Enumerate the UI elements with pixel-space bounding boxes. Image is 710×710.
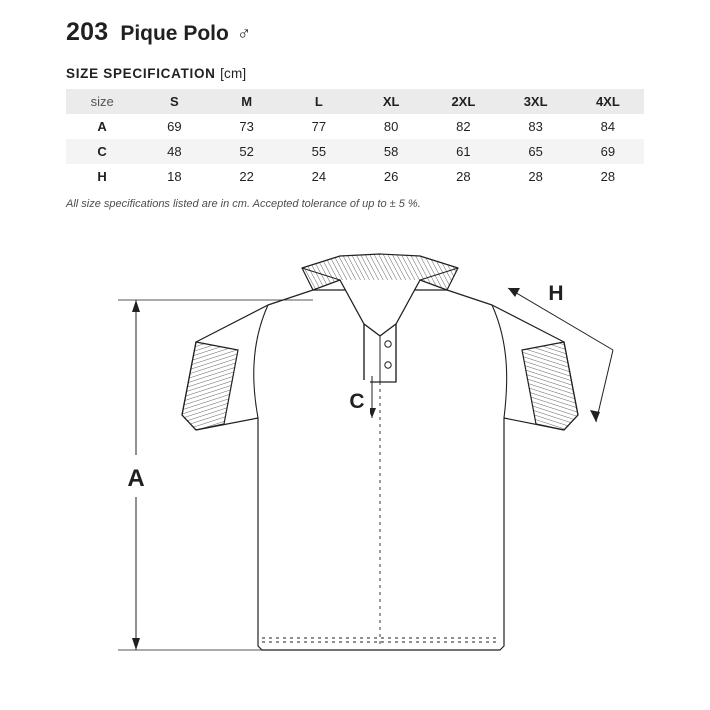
size-specification-table bbox=[66, 89, 644, 189]
row-label-h: H bbox=[97, 169, 107, 184]
spec-heading bbox=[66, 66, 644, 81]
table-header bbox=[66, 89, 644, 114]
cell-h-2xl: 28 bbox=[456, 169, 471, 184]
column-header-4xl: 4XL bbox=[595, 94, 620, 109]
column-header-2xl: 2XL bbox=[451, 94, 476, 109]
cell-c-4xl: 69 bbox=[600, 144, 616, 159]
cell-h-s: 18 bbox=[167, 169, 182, 184]
cell-c-3xl: 65 bbox=[528, 144, 543, 159]
cell-h-m: 22 bbox=[239, 169, 254, 184]
table-row bbox=[66, 114, 644, 139]
cell-c-l: 55 bbox=[311, 144, 327, 159]
cell-h-xl: 26 bbox=[383, 169, 399, 184]
column-header-l: L bbox=[314, 94, 323, 109]
spec-heading-unit: [cm] bbox=[220, 66, 247, 81]
product-code: 203 bbox=[66, 18, 109, 46]
table-corner-label: size bbox=[90, 94, 114, 109]
row-label-a: A bbox=[97, 119, 107, 134]
table-row bbox=[66, 164, 644, 189]
cell-c-m: 52 bbox=[239, 144, 254, 159]
cell-h-4xl: 28 bbox=[600, 169, 616, 184]
cell-c-s: 48 bbox=[167, 144, 182, 159]
spec-heading-text: SIZE SPECIFICATION bbox=[66, 66, 216, 81]
measure-label-c: C bbox=[349, 390, 365, 413]
column-header-3xl: 3XL bbox=[523, 94, 548, 109]
cell-a-4xl: 84 bbox=[600, 119, 616, 134]
cell-a-2xl: 82 bbox=[456, 119, 471, 134]
column-header-xl: XL bbox=[382, 94, 400, 109]
product-name: Pique Polo bbox=[120, 22, 229, 45]
table-body bbox=[66, 114, 644, 189]
column-header-m: M bbox=[241, 94, 253, 109]
cell-a-s: 69 bbox=[167, 119, 182, 134]
cell-a-m: 73 bbox=[239, 119, 254, 134]
cell-c-2xl: 61 bbox=[456, 144, 471, 159]
measure-label-h: H bbox=[548, 282, 564, 305]
measure-label-a: A bbox=[127, 465, 145, 492]
garment-technical-drawing bbox=[0, 250, 710, 710]
page-title bbox=[66, 12, 644, 47]
cell-h-l: 24 bbox=[311, 169, 327, 184]
gender-symbol-icon: ♂ bbox=[236, 24, 252, 45]
column-header-s: S bbox=[170, 94, 179, 109]
cell-a-3xl: 83 bbox=[528, 119, 543, 134]
cell-c-xl: 58 bbox=[383, 144, 399, 159]
cell-a-l: 77 bbox=[311, 119, 327, 134]
cell-h-3xl: 28 bbox=[528, 169, 543, 184]
cell-a-xl: 80 bbox=[383, 119, 399, 134]
table-row bbox=[66, 139, 644, 164]
tolerance-note: All size specifications listed are in cm. Accepted tolerance of up to ± 5 %. bbox=[66, 198, 421, 210]
table-header-row bbox=[66, 89, 644, 114]
row-label-c: C bbox=[97, 144, 107, 159]
